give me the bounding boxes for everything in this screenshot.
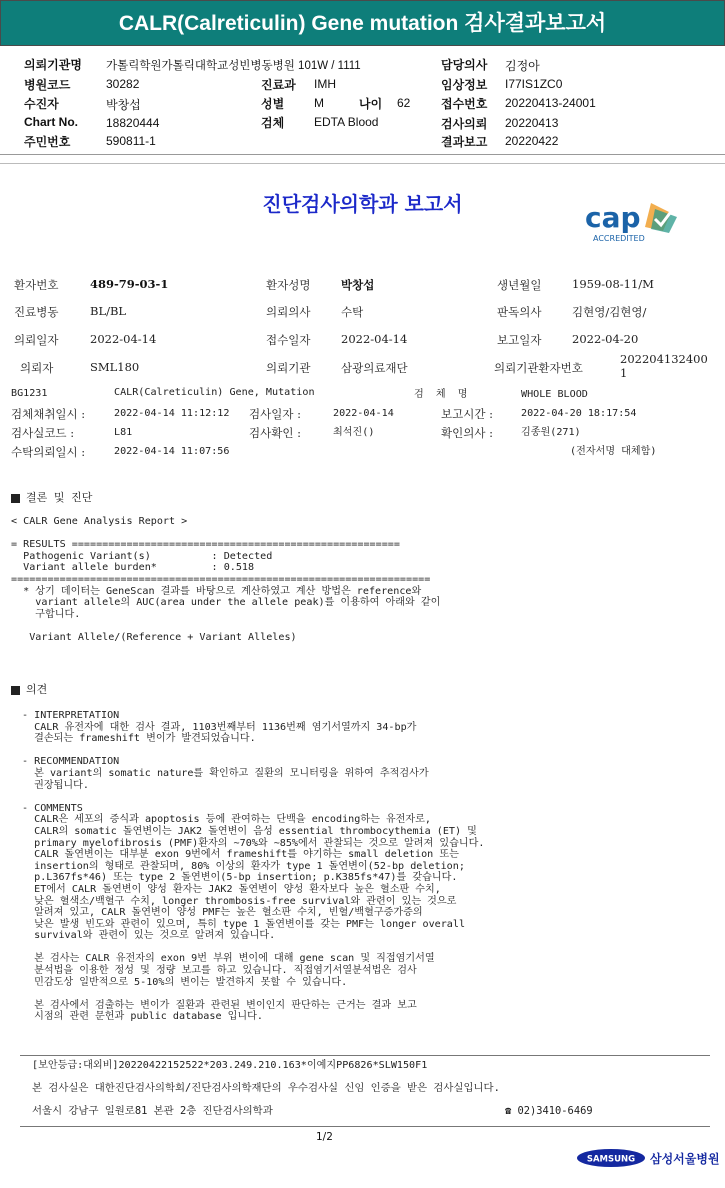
header-value: 62 bbox=[397, 96, 411, 110]
text-line: 권장됩니다. bbox=[22, 779, 89, 791]
text-line: 본 variant의 somatic nature를 확인하고 질환의 모니터링을 위하여 추적검사가 bbox=[22, 767, 429, 779]
header-value: M bbox=[314, 96, 324, 110]
room-value: L81 bbox=[114, 427, 133, 438]
header-label: Chart No. bbox=[24, 115, 78, 129]
lab-phone bbox=[505, 1106, 593, 1118]
header-value: 20220422 bbox=[505, 134, 559, 148]
patient-label: 의뢰의사 bbox=[266, 305, 311, 319]
text-line: CALR 유전자에 대한 검사 결과, 1103번째부터 1136번째 염기서열까지 34-bp가 bbox=[22, 721, 417, 733]
text-line: 알려져 있고, CALR 돌연변이 양성 PMF는 높은 혈소판 수치, 빈혈/백혈구증가증의 bbox=[22, 907, 423, 919]
text-line: 분석법을 이용한 정성 및 정량 보고를 하고 있습니다. 직접염기서열분석법은 검사 bbox=[22, 965, 417, 977]
text-line: variant allele의 AUC(area under the allele peak)를 이용하여 아래와 같이 bbox=[11, 597, 441, 609]
header-label: 주민번호 bbox=[24, 135, 71, 149]
security-stamp: [보안등급:대외비]20220422152522*203.249.210.163*이예지PP6826*SLW150F1 bbox=[32, 1060, 428, 1071]
patient-label: 의뢰일자 bbox=[14, 333, 59, 347]
specimen-value: WHOLE BLOOD bbox=[521, 389, 588, 400]
header-label: 진료과 bbox=[261, 78, 296, 92]
collect-label: 검체채취일시 : bbox=[11, 407, 86, 421]
footer-divider bbox=[20, 1055, 710, 1056]
patient-label: 보고일자 bbox=[497, 333, 542, 347]
patient-value: 수탁 bbox=[341, 305, 364, 319]
header-label: 의뢰기관명 bbox=[24, 58, 82, 72]
samsung-logo-icon bbox=[577, 1148, 645, 1168]
text-line: 결손되는 frameshift 변이가 발견되었습니다. bbox=[22, 733, 256, 745]
report-time-label: 보고시간 : bbox=[441, 407, 493, 421]
square-bullet-icon bbox=[11, 494, 20, 503]
section-title: 의견 bbox=[26, 683, 48, 696]
cap-logo-sub: ACCREDITED bbox=[593, 234, 645, 243]
patient-label: 생년월일 bbox=[497, 278, 542, 292]
header-value: 박창섭 bbox=[106, 98, 141, 112]
text-line bbox=[22, 745, 484, 757]
samsung-logo-word: SAMSUNG bbox=[586, 1154, 636, 1165]
text-line bbox=[11, 528, 440, 540]
header-label: 검사의뢰 bbox=[441, 117, 488, 131]
text-line: 낮은 혈색소/백혈구 수치, longer thrombosis-free survival와 관련이 있는 것으로 bbox=[22, 895, 457, 907]
text-line: CALR의 somatic 돌연변이는 JAK2 돌연변이 음성 essential thrombocythemia (ET) 및 bbox=[22, 825, 477, 837]
header-value: I77IS1ZC0 bbox=[505, 77, 563, 91]
room-label: 검사실코드 : bbox=[11, 426, 75, 440]
text-line: primary myelofibrosis (PMF)환자의 ~70%와 ~85%에서 관찰되는 것으로 알려져 있습니다. bbox=[22, 837, 485, 849]
header-value: EDTA Blood bbox=[314, 115, 379, 129]
text-line: * 상기 데이터는 GeneScan 결과를 바탕으로 계산하였고 계산 방법은 reference와 bbox=[11, 585, 422, 597]
patient-value: 202204132400 bbox=[620, 352, 708, 366]
header-value: 590811-1 bbox=[106, 134, 156, 148]
text-line: CALR 돌연변이는 대부분 exon 9번에서 frameshift를 야기하는 small deletion 또는 bbox=[22, 849, 459, 861]
header-label: 임상정보 bbox=[441, 78, 488, 92]
patient-value: 489-79-03-1 bbox=[90, 277, 169, 291]
header-value: 20220413 bbox=[505, 116, 559, 130]
header-value: 가톨릭학원가톨릭대학교성빈병동병원 101W / 1111 bbox=[106, 60, 361, 72]
cap-logo-icon bbox=[585, 197, 685, 245]
page-number: 1/2 bbox=[316, 1131, 333, 1143]
text-line bbox=[22, 791, 484, 803]
header-divider bbox=[0, 154, 725, 155]
text-line: survival와 관련이 있는 것으로 알려져 있습니다. bbox=[22, 930, 276, 942]
patient-value: 2022-04-20 bbox=[572, 332, 639, 346]
patient-value: BL/BL bbox=[90, 304, 127, 318]
square-bullet-icon bbox=[11, 686, 20, 695]
telephone-icon: ☎ bbox=[505, 1105, 518, 1117]
patient-value: 1959-08-11/M bbox=[572, 277, 654, 291]
test-name: CALR(Calreticulin) Gene, Mutation bbox=[114, 387, 315, 398]
text-line: 민감도상 일반적으로 5-10%의 변이는 발견하지 못할 수 있습니다. bbox=[22, 976, 348, 988]
text-line: = RESULTS ====================================================== bbox=[11, 539, 400, 551]
patient-value: 삼광의료재단 bbox=[341, 361, 408, 375]
conclusion-body bbox=[11, 516, 440, 644]
header-label: 접수번호 bbox=[441, 97, 488, 111]
patient-value: 박창섭 bbox=[341, 278, 375, 292]
text-line: Variant allele burden* : 0.518 bbox=[11, 562, 255, 574]
esign-note: (전자서명 대체함) bbox=[570, 446, 657, 457]
patient-label: 환자번호 bbox=[14, 278, 59, 292]
text-line: Pathogenic Variant(s) : Detected bbox=[11, 550, 273, 562]
text-line: 시점의 관련 문헌과 public database 입니다. bbox=[22, 1011, 263, 1023]
receive-value: 2022-04-14 11:07:56 bbox=[114, 446, 230, 457]
patient-label: 판독의사 bbox=[497, 305, 542, 319]
test-code: BG1231 bbox=[11, 388, 48, 399]
header-value: 18820444 bbox=[106, 116, 160, 130]
text-line: 구합니다. bbox=[11, 608, 81, 620]
patient-label: 의뢰기관환자번호 bbox=[494, 361, 583, 375]
receive-label: 수탁의뢰일시 : bbox=[11, 445, 86, 459]
text-line: 본 검사는 CALR 유전자의 exon 9번 부위 변이에 대해 gene scan 및 직접염기서열 bbox=[22, 953, 435, 965]
report-time-value: 2022-04-20 18:17:54 bbox=[521, 408, 637, 419]
text-line bbox=[22, 988, 484, 1000]
header-value: 20220413-24001 bbox=[505, 96, 596, 110]
header-label: 병원코드 bbox=[24, 78, 71, 92]
section-opinion-heading bbox=[11, 684, 47, 696]
patient-label: 의뢰기관 bbox=[266, 361, 311, 375]
phone-number: 02)3410-6469 bbox=[517, 1105, 593, 1117]
report-banner-title: CALR(Calreticulin) Gene mutation 검사결과보고서 bbox=[0, 0, 725, 46]
text-line bbox=[22, 942, 484, 954]
text-line: p.L367fs*46) 또는 type 2 돌연변이(5-bp insertion; p.K385fs*47)를 갖습니다. bbox=[22, 872, 458, 884]
doctor-label: 확인의사 : bbox=[441, 426, 493, 440]
text-line: ===================================================================== bbox=[11, 573, 431, 585]
cap-logo-word: cap bbox=[585, 201, 641, 234]
certification-note: 본 검사실은 대한진단검사의학회/진단검사의학재단의 우수검사실 신임 인증을 받은 검사실입니다. bbox=[32, 1082, 500, 1094]
confirm-value: 최석진() bbox=[333, 427, 375, 438]
text-line bbox=[11, 620, 440, 632]
header-value: 김정아 bbox=[505, 59, 540, 73]
lab-address: 서울시 강남구 일원로81 본관 2층 진단검사의학과 bbox=[32, 1105, 273, 1117]
section-title: 결론 및 진단 bbox=[26, 491, 93, 504]
patient-value: 2022-04-14 bbox=[90, 332, 157, 346]
opinion-body bbox=[22, 710, 484, 1023]
exam-date-value: 2022-04-14 bbox=[333, 408, 394, 419]
text-line: CALR은 세포의 증식과 apoptosis 등에 관여하는 단백을 encoding하는 유전자로, bbox=[22, 814, 431, 826]
header-label: 수진자 bbox=[24, 97, 59, 111]
header-label: 검체 bbox=[261, 116, 285, 130]
hospital-name: 삼성서울병원 bbox=[650, 1152, 720, 1166]
section-conclusion-heading bbox=[11, 492, 92, 504]
text-line: - RECOMMENDATION bbox=[22, 756, 120, 768]
header-label: 성별 bbox=[261, 97, 285, 111]
text-line: insertion의 형태로 관찰되며, 80% 이상의 환자가 type 1 돌연변이(52-bp deletion; bbox=[22, 860, 465, 872]
header-label: 나이 bbox=[359, 97, 383, 111]
header-value: 30282 bbox=[106, 77, 140, 91]
text-line: < CALR Gene Analysis Report > bbox=[11, 516, 188, 527]
patient-label: 접수일자 bbox=[266, 333, 311, 347]
text-line: - COMMENTS bbox=[22, 802, 83, 814]
collect-value: 2022-04-14 11:12:12 bbox=[114, 408, 230, 419]
header-label: 결과보고 bbox=[441, 135, 488, 149]
patient-label: 의뢰자 bbox=[20, 361, 54, 375]
cap-accredited-logo bbox=[585, 197, 685, 245]
patient-value: 김현영/김현영/ bbox=[572, 305, 647, 319]
text-line: Variant Allele/(Reference + Variant Alleles) bbox=[11, 631, 297, 643]
header-value: IMH bbox=[314, 77, 336, 91]
header-label: 담당의사 bbox=[441, 58, 488, 72]
specimen-label: 검 체 명 bbox=[414, 389, 468, 400]
text-line: - INTERPRETATION bbox=[22, 710, 120, 721]
exam-date-label: 검사일자 : bbox=[249, 407, 301, 421]
header-divider bbox=[0, 163, 725, 164]
patient-label: 환자성명 bbox=[266, 278, 311, 292]
patient-value: 1 bbox=[620, 366, 628, 380]
confirm-label: 검사확인 : bbox=[249, 426, 301, 440]
patient-value: SML180 bbox=[90, 360, 140, 374]
doctor-value: 김종원(271) bbox=[521, 427, 581, 438]
samsung-logo bbox=[577, 1148, 645, 1168]
text-line: 낮은 발생 빈도와 관련이 있으며, 특히 type 1 돌연변이를 갖는 PMF는 longer overall bbox=[22, 918, 466, 930]
patient-label: 진료병동 bbox=[14, 305, 59, 319]
report-title: 진단검사의학과 보고서 bbox=[262, 192, 463, 216]
text-line: ET에서 CALR 돌연변이 양성 환자는 JAK2 돌연변이 양성 환자보다 높은 혈소판 수치, bbox=[22, 883, 441, 895]
text-line: 본 검사에서 검출하는 변이가 질환과 관련된 변이인지 판단하는 근거는 결과 보고 bbox=[22, 999, 417, 1011]
footer-divider bbox=[20, 1126, 710, 1127]
patient-value: 2022-04-14 bbox=[341, 332, 408, 346]
